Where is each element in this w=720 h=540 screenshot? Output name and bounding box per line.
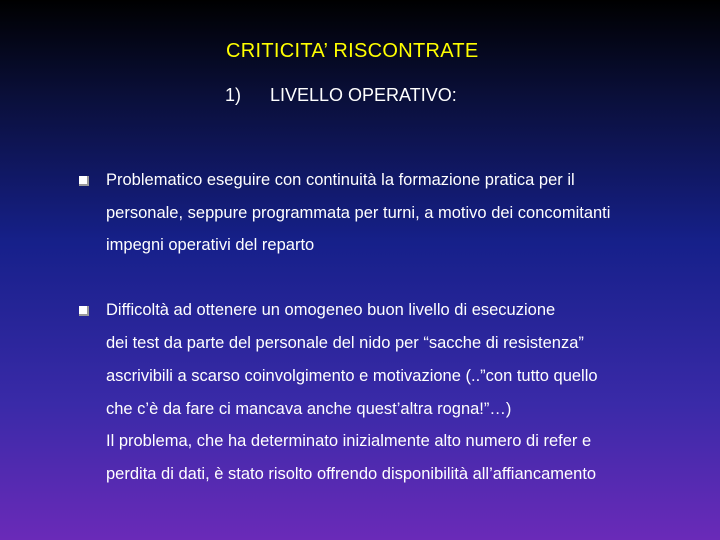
bullet-2-line-6: perdita di dati, è stato risolto offrendo disponibilità all’affiancamento (106, 465, 597, 483)
bullet-icon (79, 306, 89, 316)
bullet-icon (79, 176, 89, 186)
subtitle-text: LIVELLO OPERATIVO: (270, 85, 457, 105)
bullet-2-line-3: ascrivibili a scarso coinvolgimento e motivazione (..”con tutto quello (106, 367, 598, 385)
bullet-2-line-4: che c’è da fare ci mancava anche quest’altra rogna!”…) (106, 400, 512, 418)
bullet-1-line-2: personale, seppure programmata per turni, a motivo dei concomitanti (106, 204, 611, 222)
bullet-2-line-5: Il problema, che ha determinato inizialmente alto numero di refer e (106, 432, 592, 450)
bullet-1-line-3: impegni operativi del reparto (106, 236, 315, 254)
bullet-2-line-1: Difficoltà ad ottenere un omogeneo buon livello di esecuzione (106, 301, 556, 319)
subtitle-number: 1) (225, 85, 242, 105)
bullet-1-line-1: Problematico eseguire con continuità la formazione pratica per il (106, 171, 575, 189)
slide-title: CRITICITA’ RISCONTRATE (226, 40, 479, 62)
bullet-2-line-2: dei test da parte del personale del nido per “sacche di resistenza” (106, 334, 584, 352)
